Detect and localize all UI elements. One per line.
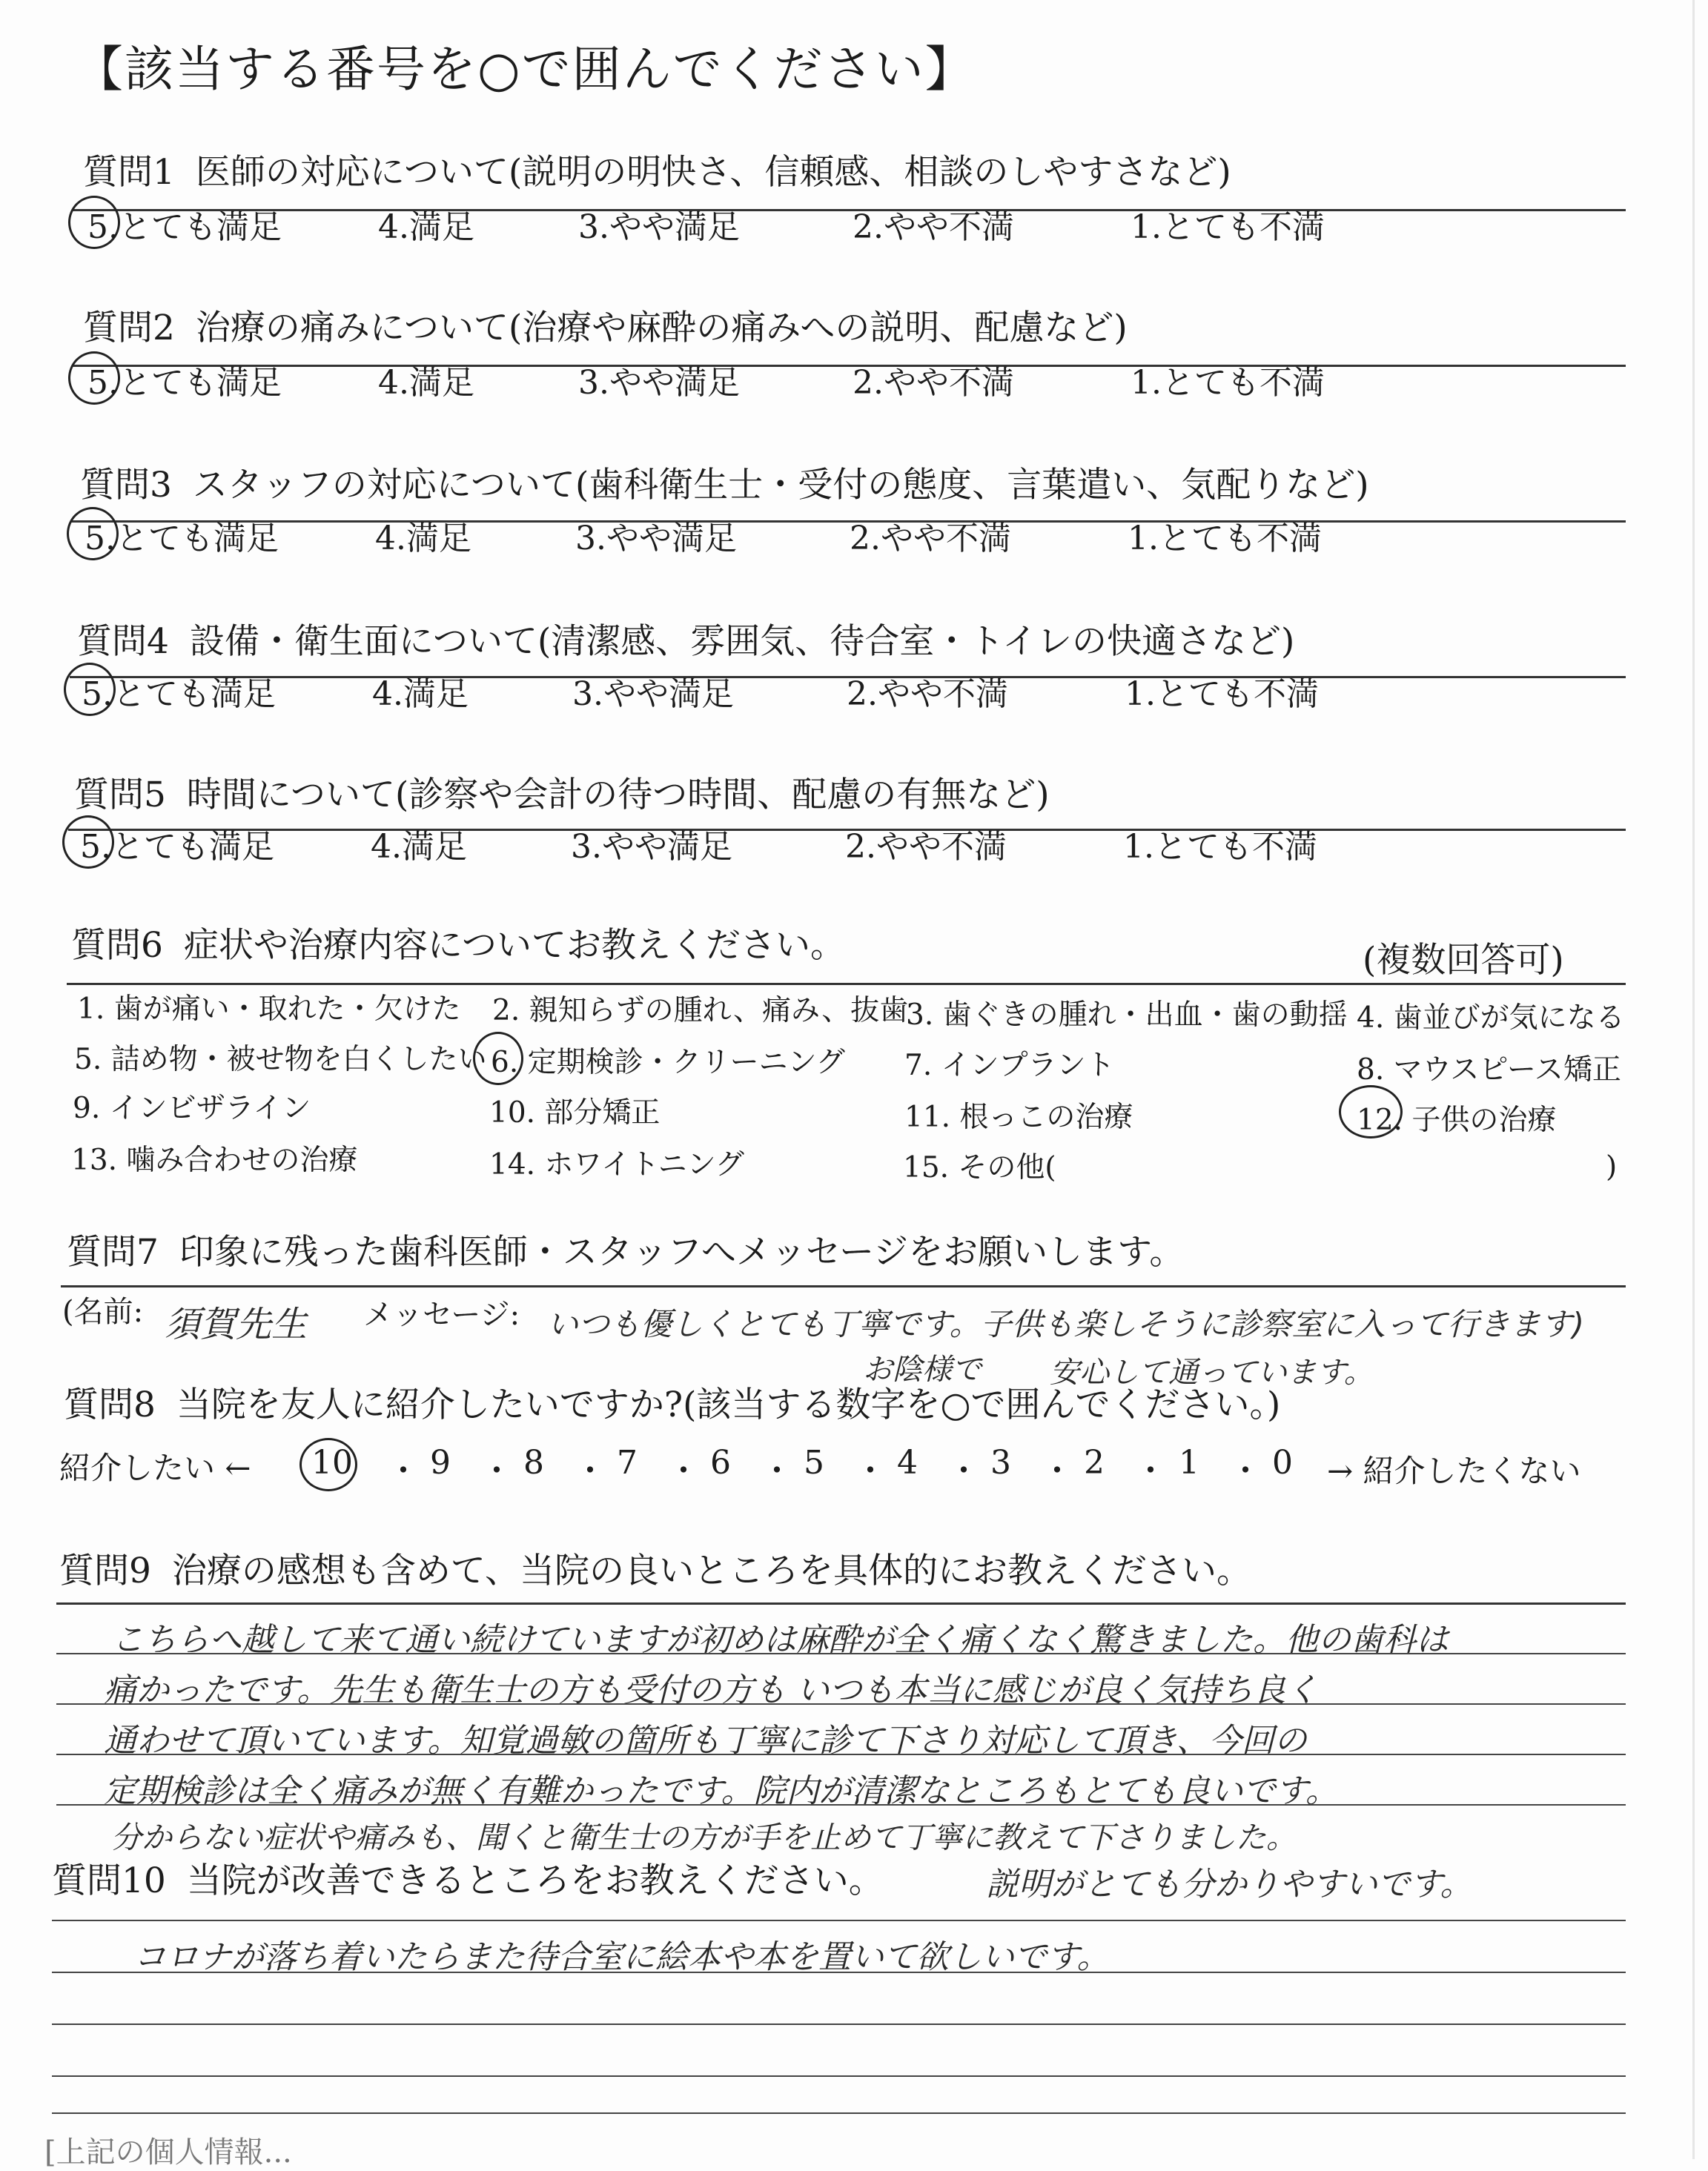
symptom-option-10[interactable]: 10. 部分矯正	[489, 1096, 661, 1130]
symptom-option-5[interactable]: 5. 詰め物・被せ物を白くしたい	[74, 1043, 487, 1076]
name-value[interactable]: 須賀先生	[165, 1304, 308, 1345]
option-2[interactable]: 2.やや不満	[853, 208, 1014, 246]
answer-line	[52, 2112, 1626, 2114]
question-4-heading	[77, 614, 1294, 663]
scale-dot: ・	[1041, 1452, 1073, 1490]
symptom-option-4[interactable]: 4. 歯並びが気になる	[1357, 1001, 1625, 1035]
q9-answer-tail[interactable]: 説明がとても分かりやすいです。	[986, 1866, 1473, 1903]
symptom-option-1[interactable]: 1. 歯が痛い・取れた・欠けた	[77, 992, 461, 1026]
message-value[interactable]: いつも優しくとても丁寧です。子供も楽しそうに診察室に入って行きます)	[547, 1306, 1585, 1342]
answer-line	[52, 2075, 1626, 2077]
scan-edge	[1692, 0, 1695, 2159]
question-number: 質問2	[83, 308, 175, 348]
scale-3[interactable]: 3	[990, 1444, 1011, 1482]
symptom-option-8[interactable]: 8. マウスピース矯正	[1357, 1053, 1621, 1087]
q9-answer-line-1[interactable]: こちらへ越して来て通い続けていますが初めは麻酔が全く痛くなく驚きました。他の歯科は	[111, 1621, 1449, 1659]
symptom-option-6[interactable]: 6. 定期検診・クリーニング	[491, 1046, 845, 1079]
symptom-option-14[interactable]: 14. ホワイトニング	[489, 1148, 744, 1181]
scale-4[interactable]: 4	[897, 1444, 918, 1482]
scale-9[interactable]: 9	[430, 1444, 451, 1482]
question-underline	[67, 983, 1626, 985]
symptom-option-9[interactable]: 9. インビザライン	[73, 1092, 311, 1125]
q9-answer-line-2[interactable]: 痛かったです。先生も衛生士の方も受付の方も いつも本当に感じが良く気持ち良く	[104, 1671, 1319, 1709]
symptom-option-15[interactable]: 15. その他(	[903, 1151, 1056, 1184]
question-4-options	[0, 667, 1708, 719]
symptom-option-11[interactable]: 11. 根っこの治療	[904, 1101, 1133, 1134]
scale-left-label: 紹介したい ←	[59, 1450, 251, 1486]
scale-dot: ・	[667, 1452, 700, 1490]
question-5-options	[0, 820, 1708, 872]
option-1[interactable]: 1.とても不満	[1131, 208, 1325, 246]
q10-answer[interactable]: コロナが落ち着いたらまた待合室に絵本や本を置いて欲しいです。	[133, 1938, 1110, 1976]
question-6-heading	[71, 918, 845, 967]
option-5[interactable]: 5.とても満足	[87, 208, 282, 246]
question-text: 印象に残った歯科医師・スタッフへメッセージをお願いします。	[179, 1232, 1185, 1273]
symptom-option-3[interactable]: 3. 歯ぐきの腫れ・出血・歯の動揺	[906, 998, 1348, 1032]
question-10-heading	[52, 1853, 884, 1903]
option-4[interactable]: 4.満足	[375, 520, 471, 557]
scale-dot: ・	[761, 1452, 793, 1490]
question-number: 質問5	[74, 775, 166, 815]
answer-line	[52, 1972, 1626, 1973]
answer-line	[56, 1602, 1626, 1605]
scale-dot: ・	[854, 1452, 887, 1490]
question-number: 質問1	[83, 152, 175, 193]
question-number: 質問8	[64, 1385, 156, 1425]
option-4[interactable]: 4.満足	[378, 208, 474, 246]
message-continuation-b[interactable]: 安心して通っています。	[1050, 1356, 1374, 1390]
name-label: (名前:	[62, 1295, 144, 1329]
question-text: 医師の対応について(説明の明快さ、信頼感、相談のしやすさなど)	[195, 152, 1231, 193]
question-text: 設備・衛生面について(清潔感、雰囲気、待合室・トイレの快適さなど)	[189, 621, 1295, 662]
question-2-options	[0, 356, 1708, 408]
multiple-answer-note: (複数回答可)	[1363, 940, 1564, 981]
question-number: 質問9	[59, 1551, 151, 1591]
symptom-option-7[interactable]: 7. インプラント	[904, 1049, 1115, 1082]
question-text: 治療の感想も含めて、当院の良いところを具体的にお教えください。	[171, 1551, 1251, 1591]
option-4[interactable]: 4.満足	[371, 828, 467, 866]
question-text: 時間について(診察や会計の待つ時間、配慮の有無など)	[186, 775, 1050, 815]
option-5[interactable]: 5.とても満足	[87, 364, 282, 402]
scale-dot: ・	[1229, 1452, 1262, 1490]
scale-right-label: → 紹介したくない	[1327, 1453, 1581, 1489]
scale-1[interactable]: 1	[1179, 1444, 1199, 1482]
option-1[interactable]: 1.とても不満	[1125, 675, 1319, 713]
symptom-option-13[interactable]: 13. 噛み合わせの治療	[71, 1144, 358, 1177]
option-4[interactable]: 4.満足	[378, 364, 474, 402]
option-1[interactable]: 1.とても不満	[1128, 520, 1322, 557]
scale-dot: ・	[1134, 1452, 1167, 1490]
option-3[interactable]: 3.やや満足	[578, 208, 740, 246]
option-3[interactable]: 3.やや満足	[578, 364, 740, 402]
question-number: 質問7	[67, 1232, 159, 1273]
answer-line	[52, 1920, 1626, 1921]
scale-dot: ・	[387, 1452, 420, 1490]
answer-line	[52, 2023, 1626, 2025]
option-2[interactable]: 2.やや不満	[850, 520, 1011, 557]
scale-0[interactable]: 0	[1272, 1444, 1293, 1482]
question-3-options	[0, 511, 1708, 563]
question-number: 質問10	[52, 1860, 166, 1901]
scale-dot: ・	[574, 1452, 606, 1490]
answer-line	[56, 1804, 1626, 1806]
symptom-option-12[interactable]: 12. 子供の治療	[1357, 1104, 1557, 1137]
page-title: 【該当する番号を○で囲んでください】	[74, 41, 976, 98]
option-1[interactable]: 1.とても不満	[1131, 364, 1325, 402]
question-7-heading	[67, 1224, 1184, 1274]
question-number: 質問3	[80, 465, 172, 506]
scale-dot: ・	[480, 1452, 513, 1490]
answer-line	[56, 1754, 1626, 1755]
scale-dot: ・	[947, 1452, 980, 1490]
question-3-heading	[80, 457, 1369, 507]
symptom-option-2[interactable]: 2. 親知らずの腫れ、痛み、抜歯	[492, 994, 909, 1027]
scale-5[interactable]: 5	[804, 1444, 824, 1482]
option-2[interactable]: 2.やや不満	[845, 828, 1007, 866]
question-text: スタッフの対応について(歯科衛生士・受付の態度、言葉遣い、気配りなど)	[192, 465, 1369, 506]
option-5[interactable]: 5.とても満足	[82, 675, 276, 713]
q9-answer-line-3[interactable]: 通わせて頂いています。知覚過敏の箇所も丁寧に診て下さり対応して頂き、今回の	[104, 1722, 1307, 1760]
option-1[interactable]: 1.とても不満	[1123, 828, 1317, 866]
option-5[interactable]: 5.とても満足	[80, 828, 274, 866]
question-8-heading	[64, 1377, 1280, 1427]
scale-8[interactable]: 8	[523, 1444, 544, 1482]
question-underline	[61, 1285, 1626, 1287]
scale-6[interactable]: 6	[710, 1444, 731, 1482]
answer-line	[56, 1653, 1626, 1654]
question-2-heading	[83, 300, 1128, 350]
option-3[interactable]: 3.やや満足	[572, 675, 734, 713]
question-1-options	[0, 200, 1708, 252]
scale-7[interactable]: 7	[617, 1444, 638, 1482]
question-number: 質問6	[71, 925, 163, 966]
other-close-paren: )	[1606, 1150, 1618, 1184]
answer-line	[56, 1703, 1626, 1705]
scale-2[interactable]: 2	[1084, 1444, 1105, 1482]
option-3[interactable]: 3.やや満足	[575, 520, 737, 557]
question-5-heading	[74, 767, 1050, 817]
question-text: 当院を友人に紹介したいですか?(該当する数字を○で囲んでください。)	[176, 1385, 1281, 1425]
option-2[interactable]: 2.やや不満	[853, 364, 1014, 402]
symptom-options	[0, 986, 1708, 1208]
option-3[interactable]: 3.やや満足	[571, 828, 732, 866]
q9-answer-line-5[interactable]: 分からない症状や痛みも、聞くと衛生士の方が手を止めて丁寧に教えて下さりました。	[111, 1820, 1297, 1855]
question-text: 当院が改善できるところをお教えください。	[186, 1860, 884, 1901]
question-1-heading	[83, 145, 1231, 194]
footer-fragment: [上記の個人情報...	[44, 2135, 292, 2170]
question-9-heading	[59, 1543, 1251, 1593]
message-label: メッセージ:	[363, 1298, 520, 1332]
option-5[interactable]: 5.とても満足	[85, 520, 279, 557]
recommend-scale	[0, 1444, 1708, 1496]
option-2[interactable]: 2.やや不満	[847, 675, 1008, 713]
question-text: 症状や治療内容についてお教えください。	[183, 925, 845, 966]
scale-10[interactable]: 10	[311, 1444, 353, 1482]
message-row	[0, 1288, 1708, 1390]
q9-answer-line-4[interactable]: 定期検診は全く痛みが無く有難かったです。院内が清潔なところもとても良いです。	[104, 1772, 1338, 1810]
question-number: 質問4	[77, 621, 169, 662]
question-text: 治療の痛みについて(治療や麻酔の痛みへの説明、配慮など)	[195, 308, 1128, 348]
option-4[interactable]: 4.満足	[372, 675, 469, 713]
message-continuation-a[interactable]: お陰様で	[863, 1353, 982, 1387]
